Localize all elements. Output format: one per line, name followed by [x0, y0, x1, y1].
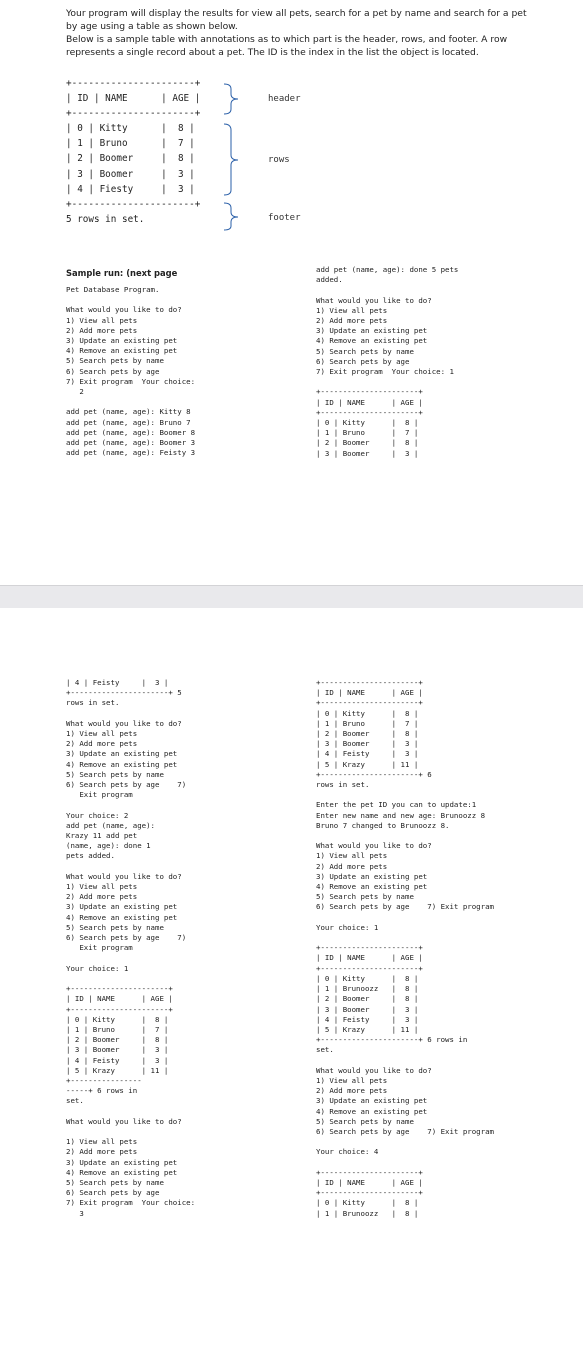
instructions-paragraph-2: Below is a sample table with annotations as to which part is the header, rows, and footer. A row represents a single record about a pet. The ID is the index in the list the object is located.	[66, 33, 508, 58]
continued-run-right-column: +----------------------+ | ID | NAME | AGE | +----------------------+ | 0 | Kitty | 8 | | 1 | Bruno | 7 | | 2 | Boomer | 8 | | 3 | Boomer | 3 | | 4 | Feisty | 3 | | 5 | Krazy | 11 | +----------------------+ 6 rows in set. Enter the pet ID you can to update:1 Enter new name and new age: Brunoozz 8 Bruno 7 changed to Brunoozz 8. What would you like to do? 1) View all pets 2) Add more pets 3) Update an existing pet 4) Remove an existing pet 5) Search pets by name 6) Search pets by age 7) Exit program Your choice: 1 +----------------------+ | ID | NAME | AGE | +----------------------+ | 0 | Kitty | 8 | | 1 | Brunoozz | 8 | | 2 | Boomer | 8 | | 3 | Boomer | 3 | | 4 | Feisty | 3 | | 5 | Krazy | 11 | +----------------------+ 6 rows in set. What would you like to do? 1) View all pets 2) Add more pets 3) Update an existing pet 4) Remove an existing pet 5) Search pets by name 6) Search pets by age 7) Exit program Your choice: 4 +----------------------+ | ID | NAME | AGE | +----------------------+ | 0 | Kitty | 8 | | 1 | Brunoozz | 8 |	[316, 678, 494, 1218]
header-brace	[224, 84, 238, 114]
footer-brace	[224, 203, 238, 230]
assignment-instructions	[66, 8, 536, 60]
sample-run-right-column: add pet (name, age): done 5 pets added. What would you like to do? 1) View all pets 2) Add more pets 3) Update an existing pet 4) Remove an existing pet 5) Search pets by name 6) Search pets by age 7) Exit program Your choice: 1 +----------------------+ | ID | NAME | AGE | +----------------------+ | 0 | Kitty | 8 | | 1 | Bruno | 7 | | 2 | Boomer | 8 | | 3 | Boomer | 3 |	[316, 265, 459, 458]
page-separator	[0, 585, 583, 609]
annotation-braces	[222, 80, 252, 240]
footer-annotation: footer	[268, 213, 301, 223]
instructions-paragraph-1: Your program will display the results for view all pets, search for a pet by name and search for a pet by age using a table as shown below.	[66, 8, 527, 32]
sample-run-left-column: Pet Database Program. What would you like to do? 1) View all pets 2) Add more pets 3) Update an existing pet 4) Remove an existing pet 5) Search pets by name 6) Search pets by age 7) Exit program Your choice: 2 add pet (name, age): Kitty 8 add pet (name, age): Bruno 7 add pet (name, age): Boomer 8 add pet (name, age): Boomer 3 add pet (name, age): Feisty 3	[66, 285, 196, 458]
document-page-2	[0, 608, 583, 1354]
header-annotation: header	[268, 94, 301, 104]
sample-run-heading: Sample run: (next page	[66, 268, 178, 278]
document-page-1	[0, 0, 583, 585]
continued-run-left-column: | 4 | Feisty | 3 | +----------------------+ 5 rows in set. What would you like to do? 1) View all pets 2) Add more pets 3) Update an existing pet 4) Remove an existing pet 5) Search pets by name 6) Search pets by age 7) Exit program Your choice: 2 add pet (name, age): Krazy 11 add pet (name, age): done 1 pets added. What would you like to do? 1) View all pets 2) Add more pets 3) Update an existing pet 4) Remove an existing pet 5) Search pets by name 6) Search pets by age 7) Exit program Your choice: 1 +----------------------+ | ID | NAME | AGE | +----------------------+ | 0 | Kitty | 8 | | 1 | Bruno | 7 | | 2 | Boomer | 8 | | 3 | Boomer | 3 | | 4 | Feisty | 3 | | 5 | Krazy | 11 | +---------------- -----+ 6 rows in set. What would you like to do? 1) View all pets 2) Add more pets 3) Update an existing pet 4) Remove an existing pet 5) Search pets by name 6) Search pets by age 7) Exit program Your choice: 3	[66, 678, 196, 1218]
rows-annotation: rows	[268, 155, 290, 165]
sample-table: +----------------------+ | ID | NAME | AGE | +----------------------+ | 0 | Kitty | 8 | | 1 | Bruno | 7 | | 2 | Boomer | 8 | | 3 | Boomer | 3 | | 4 | Fiesty | 3 | +----------------------+ 5 rows in set.	[66, 78, 201, 225]
rows-brace	[224, 124, 238, 195]
